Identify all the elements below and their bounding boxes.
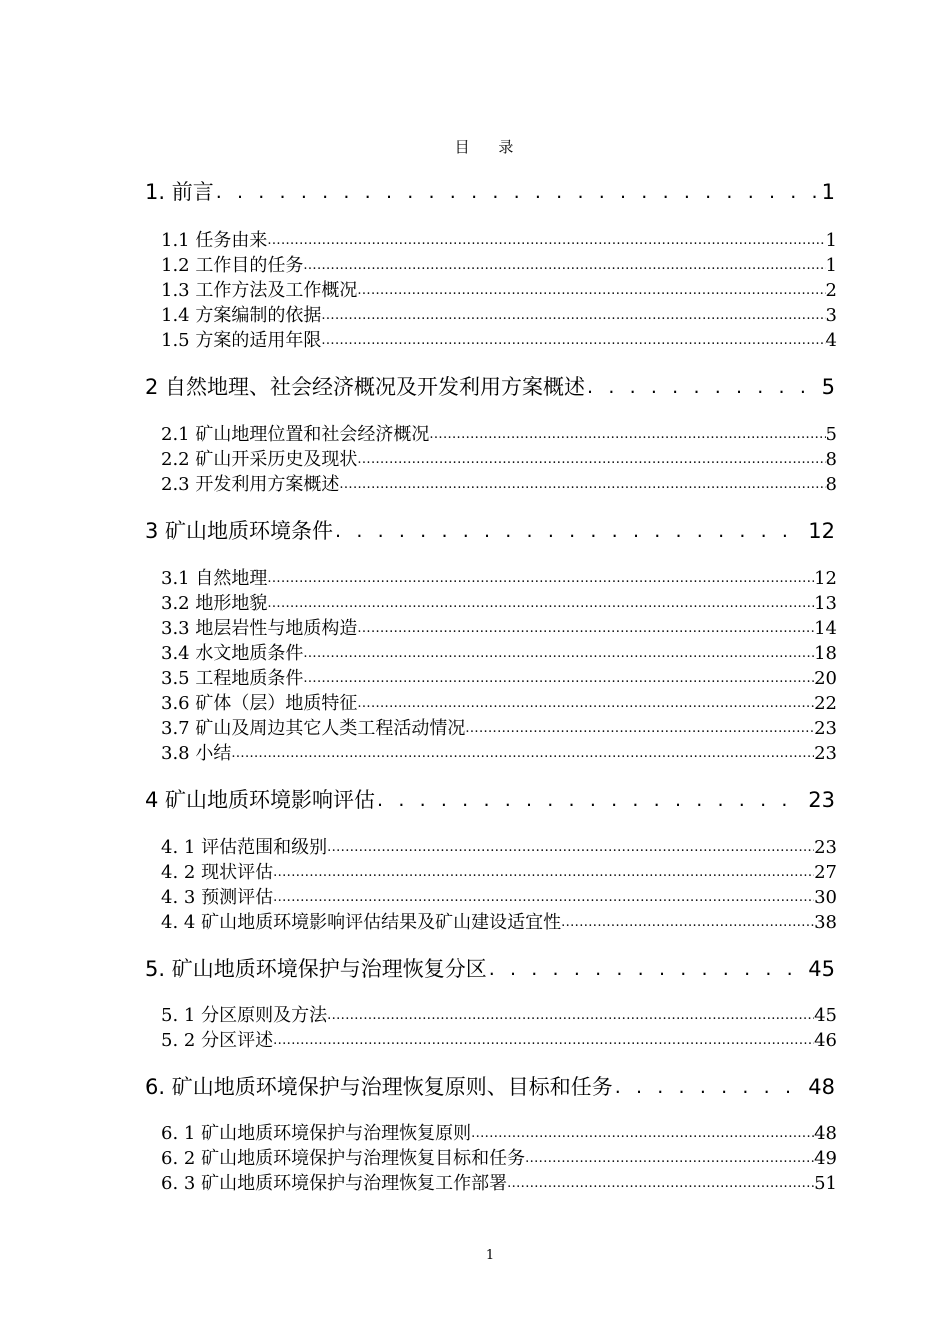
leader-dots	[273, 1030, 814, 1052]
leader-dots	[335, 518, 804, 544]
leader-dots	[303, 255, 825, 277]
toc-entry-level2[interactable]	[161, 591, 837, 615]
leader-dots	[267, 230, 825, 252]
toc-entry-page: 45	[808, 957, 835, 981]
toc-entry-page: 23	[814, 743, 837, 764]
toc-entry-level2[interactable]	[161, 885, 837, 909]
toc-entry-level2[interactable]	[161, 422, 837, 446]
toc-entry-label: 2.3 开发利用方案概述	[161, 474, 340, 495]
leader-dots	[321, 305, 825, 327]
toc-entry-level2[interactable]	[161, 278, 837, 302]
toc-entry-label: 3.3 地层岩性与地质构造	[161, 618, 358, 639]
toc-entry-page: 2	[825, 280, 837, 301]
toc-entry-label: 3.4 水文地质条件	[161, 643, 304, 664]
toc-entry-page: 22	[814, 693, 837, 714]
toc-entry-level2[interactable]	[161, 860, 837, 884]
leader-dots	[303, 643, 814, 665]
toc-entry-level1[interactable]	[145, 175, 835, 205]
leader-dots	[507, 1173, 814, 1195]
toc-entry-level1[interactable]	[145, 952, 835, 982]
toc-entry-page: 4	[825, 330, 837, 351]
toc-entry-label: 6. 2 矿山地质环境保护与治理恢复目标和任务	[161, 1148, 526, 1169]
toc-entry-label: 2.1 矿山地理位置和社会经济概况	[161, 424, 430, 445]
leader-dots	[357, 693, 814, 715]
toc-entry-page: 49	[814, 1148, 837, 1169]
toc-entry-label: 3.5 工程地质条件	[161, 668, 304, 689]
toc-entry-label: 3.1 自然地理	[161, 568, 268, 589]
toc-entry-page: 23	[808, 788, 835, 812]
leader-dots	[339, 474, 825, 496]
toc-entry-label: 3 矿山地质环境条件	[145, 519, 334, 543]
toc-entry-label: 1.1 任务由来	[161, 230, 268, 251]
leader-dots	[525, 1148, 814, 1170]
toc-entry-level2[interactable]	[161, 1171, 837, 1195]
toc-entry-page: 12	[808, 519, 835, 543]
leader-dots	[267, 593, 814, 615]
toc-entry-page: 51	[814, 1173, 837, 1194]
toc-entry-label: 4. 2 现状评估	[161, 862, 274, 883]
leader-dots	[216, 179, 818, 205]
leader-dots	[273, 887, 814, 909]
toc-entry-label: 1. 前言	[145, 180, 214, 204]
toc-entry-label: 5. 1 分区原则及方法	[161, 1005, 328, 1026]
toc-entry-page: 5	[821, 375, 835, 399]
toc-entry-page: 38	[814, 912, 837, 933]
toc-entry-label: 6. 矿山地质环境保护与治理恢复原则、目标和任务	[145, 1075, 613, 1099]
toc-entry-label: 1.5 方案的适用年限	[161, 330, 322, 351]
toc-entry-label: 3.8 小结	[161, 743, 232, 764]
leader-dots	[429, 424, 825, 446]
toc-entry-level1[interactable]	[145, 514, 835, 544]
toc-entry-level2[interactable]	[161, 447, 837, 471]
toc-entry-page: 27	[814, 862, 837, 883]
toc-entry-level1[interactable]	[145, 370, 835, 400]
toc-entry-label: 4. 1 评估范围和级别	[161, 837, 328, 858]
toc-entry-level2[interactable]	[161, 716, 837, 740]
toc-entry-level2[interactable]	[161, 641, 837, 665]
toc-entry-page: 46	[814, 1030, 837, 1051]
toc-entry-label: 6. 3 矿山地质环境保护与治理恢复工作部署	[161, 1173, 508, 1194]
toc-entry-level2[interactable]	[161, 616, 837, 640]
leader-dots	[303, 668, 814, 690]
leader-dots	[587, 374, 818, 400]
toc-entry-label: 1.4 方案编制的依据	[161, 305, 322, 326]
toc-entry-level2[interactable]	[161, 1121, 837, 1145]
toc-entry-level2[interactable]	[161, 691, 837, 715]
toc-entry-level2[interactable]	[161, 910, 837, 934]
toc-entry-level1[interactable]	[145, 1070, 835, 1100]
leader-dots	[465, 718, 814, 740]
toc-entry-level2[interactable]	[161, 472, 837, 496]
toc-entry-page: 30	[814, 887, 837, 908]
toc-entry-level2[interactable]	[161, 1146, 837, 1170]
leader-dots	[471, 1123, 814, 1145]
toc-entry-page: 5	[825, 424, 837, 445]
toc-entry-label: 4. 3 预测评估	[161, 887, 274, 908]
toc-entry-level2[interactable]	[161, 228, 837, 252]
toc-entry-page: 12	[814, 568, 837, 589]
leader-dots	[327, 1005, 814, 1027]
toc-entry-page: 1	[825, 230, 837, 251]
toc-entry-level2[interactable]	[161, 566, 837, 590]
toc-entry-level2[interactable]	[161, 1028, 837, 1052]
toc-entry-page: 48	[808, 1075, 835, 1099]
toc-title: 目 录	[454, 138, 526, 156]
toc-entry-level2[interactable]	[161, 741, 837, 765]
toc-entry-label: 5. 矿山地质环境保护与治理恢复分区	[145, 957, 487, 981]
toc-entry-page: 18	[814, 643, 837, 664]
toc-entry-page: 23	[814, 837, 837, 858]
page-number: 1	[485, 1248, 495, 1263]
toc-entry-page: 8	[825, 474, 837, 495]
toc-entry-page: 13	[814, 593, 837, 614]
toc-entry-label: 4. 4 矿山地质环境影响评估结果及矿山建设适宜性	[161, 912, 562, 933]
toc-entry-page: 48	[814, 1123, 837, 1144]
toc-entry-page: 23	[814, 718, 837, 739]
toc-entry-level2[interactable]	[161, 1003, 837, 1027]
toc-entry-label: 3.2 地形地貌	[161, 593, 268, 614]
leader-dots	[327, 837, 814, 859]
toc-entry-label: 3.7 矿山及周边其它人类工程活动情况	[161, 718, 466, 739]
leader-dots	[321, 330, 825, 352]
toc-entry-level2[interactable]	[161, 835, 837, 859]
leader-dots	[231, 743, 814, 765]
toc-entry-page: 1	[825, 255, 837, 276]
toc-entry-page: 14	[814, 618, 837, 639]
toc-entry-level1[interactable]	[145, 783, 835, 813]
leader-dots	[357, 618, 814, 640]
leader-dots	[615, 1074, 805, 1100]
toc-entry-label: 4 矿山地质环境影响评估	[145, 788, 376, 812]
toc-entry-label: 2 自然地理、社会经济概况及开发利用方案概述	[145, 375, 586, 399]
toc-entry-level2[interactable]	[161, 253, 837, 277]
toc-entry-level2[interactable]	[161, 328, 837, 352]
leader-dots	[357, 449, 825, 471]
toc-entry-page: 8	[825, 449, 837, 470]
leader-dots	[377, 787, 804, 813]
toc-entry-label: 5. 2 分区评述	[161, 1030, 274, 1051]
leader-dots	[561, 912, 814, 934]
toc-entry-level2[interactable]	[161, 303, 837, 327]
toc-entry-label: 3.6 矿体（层）地质特征	[161, 693, 358, 714]
toc-entry-page: 20	[814, 668, 837, 689]
toc-entry-page: 3	[825, 305, 837, 326]
leader-dots	[273, 862, 814, 884]
leader-dots	[357, 280, 825, 302]
toc-entry-label: 1.2 工作目的任务	[161, 255, 304, 276]
leader-dots	[489, 956, 805, 982]
toc-entry-label: 6. 1 矿山地质环境保护与治理恢复原则	[161, 1123, 472, 1144]
toc-entry-label: 2.2 矿山开采历史及现状	[161, 449, 358, 470]
toc-entry-page: 45	[814, 1005, 837, 1026]
toc-entry-page: 1	[821, 180, 835, 204]
leader-dots	[267, 568, 814, 590]
toc-entry-level2[interactable]	[161, 666, 837, 690]
toc-entry-label: 1.3 工作方法及工作概况	[161, 280, 358, 301]
